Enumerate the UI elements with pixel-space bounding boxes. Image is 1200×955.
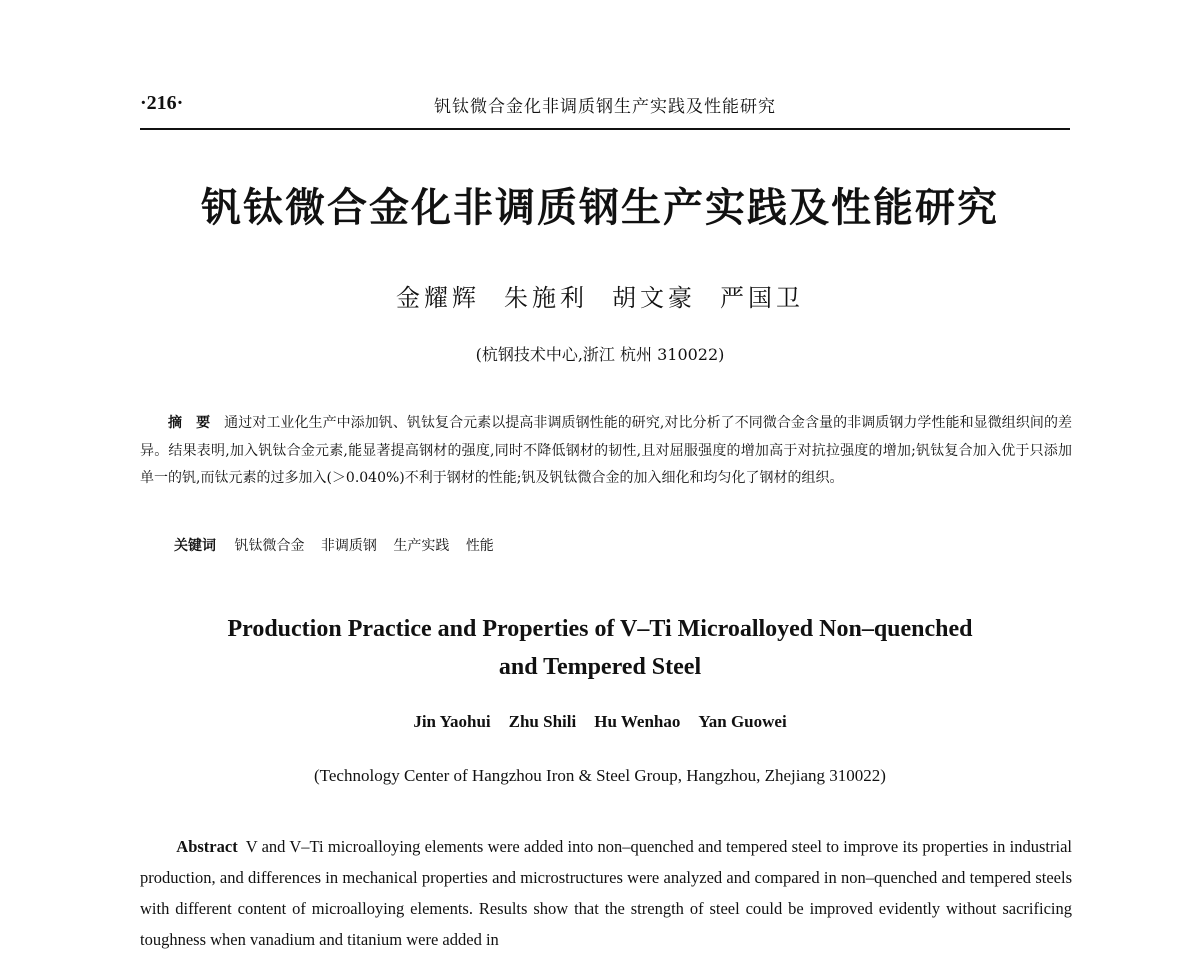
- chinese-abstract-text: 通过对工业化生产中添加钒、钒钛复合元素以提高非调质钢性能的研究,对比分析了不同微合金含量的非调质钢力学性能和显微组织间的差异。结果表明,加入钒钛合金元素,能显著提高钢材的强度,同时不降低钢材的韧性,且对屈服强度的增加高于对抗拉强度的增加;钒钛复合加入优于只添加单一的钒,而钛元素的过多加入(＞0.040%)不利于钢材的性能;钒及钒钛微合金的加入细化和均匀化了钢材的组织。: [140, 415, 1072, 486]
- keyword: 钒钛微合金: [234, 538, 305, 554]
- running-header: [140, 88, 1070, 122]
- chinese-abstract-label: 摘 要: [168, 415, 211, 431]
- keyword: 性能: [465, 538, 494, 554]
- chinese-author: 金耀辉: [396, 284, 480, 312]
- english-abstract-text: V and V–Ti microalloying elements were added into non–quenched and tempered steel to improve its properties in industrial production, and differences in mechanical properties and microstructures were analyzed and compared in non–quenched and tempered steels with different content of microalloying elements. Results show that the strength of steel could be improved evidently without sacrificing toughness when vanadium and titanium were added in: [140, 837, 1072, 949]
- keyword: 非调质钢: [320, 538, 377, 554]
- english-title-line: Production Practice and Properties of V–Ti Microalloyed Non–quenched: [227, 616, 973, 642]
- english-authors: [0, 712, 1200, 732]
- chinese-author: 胡文豪: [612, 284, 696, 312]
- header-divider: [140, 128, 1070, 130]
- chinese-keywords: [174, 535, 506, 555]
- chinese-affiliation: (杭钢技术中心,浙江 杭州 310022): [475, 345, 725, 364]
- english-author: Jin Yaohui: [413, 712, 491, 731]
- keyword: 生产实践: [393, 538, 450, 554]
- english-author: Zhu Shili: [508, 712, 577, 731]
- page-number: ·216·: [140, 92, 184, 114]
- english-abstract-label: Abstract: [176, 837, 238, 856]
- english-abstract: [140, 831, 1072, 955]
- chinese-authors: [0, 278, 1200, 313]
- english-author: Yan Guowei: [698, 712, 787, 731]
- chinese-author: 朱施利: [504, 284, 588, 312]
- english-title: [0, 610, 1200, 686]
- chinese-author: 严国卫: [720, 284, 804, 312]
- chinese-title: 钒钛微合金化非调质钢生产实践及性能研究: [201, 185, 999, 231]
- running-title: 钒钛微合金化非调质钢生产实践及性能研究: [434, 97, 776, 117]
- english-title-line: and Tempered Steel: [498, 654, 702, 680]
- english-affiliation: (Technology Center of Hangzhou Iron & Steel Group, Hangzhou, Zhejiang 310022): [314, 766, 886, 785]
- english-author: Hu Wenhao: [594, 712, 681, 731]
- keywords-label: 关键词: [174, 538, 216, 554]
- chinese-abstract: [140, 410, 1072, 493]
